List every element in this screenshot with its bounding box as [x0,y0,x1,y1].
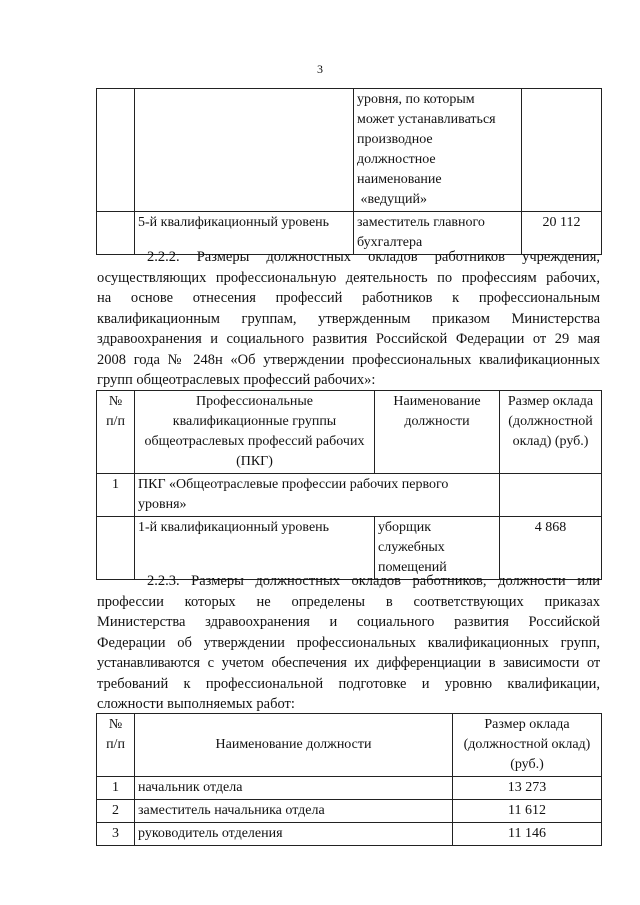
table-cell [500,474,602,517]
header-line: п/п [106,737,125,752]
header-num [97,391,135,474]
header-line: должности [404,414,470,429]
name-cell: начальник отдела [135,777,453,800]
num-cell: 3 [97,823,135,846]
table-cell [522,89,602,212]
table-row [97,800,602,823]
header-line: Профессиональные [196,394,313,409]
level-cell: 5-й квалификационный уровень [135,212,354,255]
header-line: (должностной оклад) [463,737,591,752]
paragraph-line: групп общеотраслевых профессий рабочих»: [97,372,376,388]
header-position [375,391,500,474]
header-line: Размер оклада [484,717,570,732]
header-line: № [108,717,123,732]
cell-line: служебных [378,540,445,555]
cell-line: бухгалтера [357,235,423,250]
cell-line: «ведущий» [357,192,427,207]
header-line: (должностной [508,414,593,429]
cell-line: может устанавливаться [357,112,496,127]
table-row [97,823,602,846]
table-cell [135,89,354,212]
paragraph-line: на основе отнесения профессий работников к профессиональным [97,290,600,306]
paragraph-line: устанавливаются с учетом обеспечения их дифференциации в зависимости от [97,655,600,671]
header-line: общеотраслевых профессий рабочих [144,434,365,449]
level-cell: 1-й квалификационный уровень [135,517,375,580]
table-header-row [97,714,602,777]
name-cell: заместитель начальника отдела [135,800,453,823]
paragraph-line: 2008 года № 248н «Об утверждении профессиональных квалификационных [97,351,600,368]
header-group [135,391,375,474]
header-line: квалификационные группы [172,414,337,429]
salary-cell: 20 112 [522,212,602,255]
header-line: (руб.) [510,757,544,772]
table-row [97,777,602,800]
paragraph-line: сложности выполняемых работ: [97,696,295,712]
table-header-row [97,391,602,474]
paragraph-line: 2.2.2. Размеры должностных окладов работников учреждения, [147,249,600,265]
num-cell: 2 [97,800,135,823]
header-salary [453,714,602,777]
header-line: Размер оклада [507,394,594,409]
cell-line: уровня» [138,497,187,512]
paragraph-line: Министерства здравоохранения и социального развития Российской [97,614,600,630]
salary-cell: 4 868 [500,517,602,580]
workers-salary-table [96,390,602,580]
cell-line: производное [357,132,433,147]
cell-line: помещений [378,560,447,575]
paragraph-line: осуществляющих профессиональную деятельность по профессиям рабочих, [97,269,600,286]
num-cell: 1 [97,474,135,517]
cell-line: заместитель главного [357,215,485,230]
page-number: 3 [317,62,323,76]
table-row [97,474,602,517]
cell-line: ПКГ «Общеотраслевые профессии рабочих первого [138,477,449,492]
salary-cell: 11 612 [453,800,602,823]
paragraph-line: профессии которых не определены в соответствующих приказах [97,593,600,610]
header-line: оклад) (руб.) [512,434,589,449]
salary-table-continued [96,88,602,255]
paragraph-line: Федерации об утверждении профессиональных квалификационных групп, [97,634,600,651]
name-cell: руководитель отделения [135,823,453,846]
header-line: п/п [106,414,125,429]
cell-line: уровня, по которым [357,92,475,107]
cell-line: уборщик [378,520,432,535]
paragraph-2-2-3 [97,571,600,715]
table-cell [97,89,135,212]
header-line: № [108,394,123,409]
header-line: Наименование [393,394,481,409]
positions-salary-table [96,713,602,846]
num-cell: 1 [97,777,135,800]
header-name: Наименование должности [135,714,453,777]
header-num [97,714,135,777]
cell-line: наименование [357,172,442,187]
salary-cell: 13 273 [453,777,602,800]
position-cell [354,89,522,212]
table-row [97,89,602,212]
paragraph-line: требований к профессиональной подготовке и уровню квалификации, [97,675,600,692]
salary-cell: 11 146 [453,823,602,846]
header-salary [500,391,602,474]
paragraph-line: 2.2.3. Размеры должностных окладов работников, должности или [147,573,600,589]
paragraph-2-2-2 [97,247,600,391]
paragraph-line: квалификационным группам, утвержденным приказом Министерства [97,310,600,327]
cell-line: должностное [357,152,436,167]
paragraph-line: здравоохранения и социального развития Российской Федерации от 29 мая [97,331,600,347]
header-line: (ПКГ) [236,454,273,469]
group-cell [135,474,500,517]
